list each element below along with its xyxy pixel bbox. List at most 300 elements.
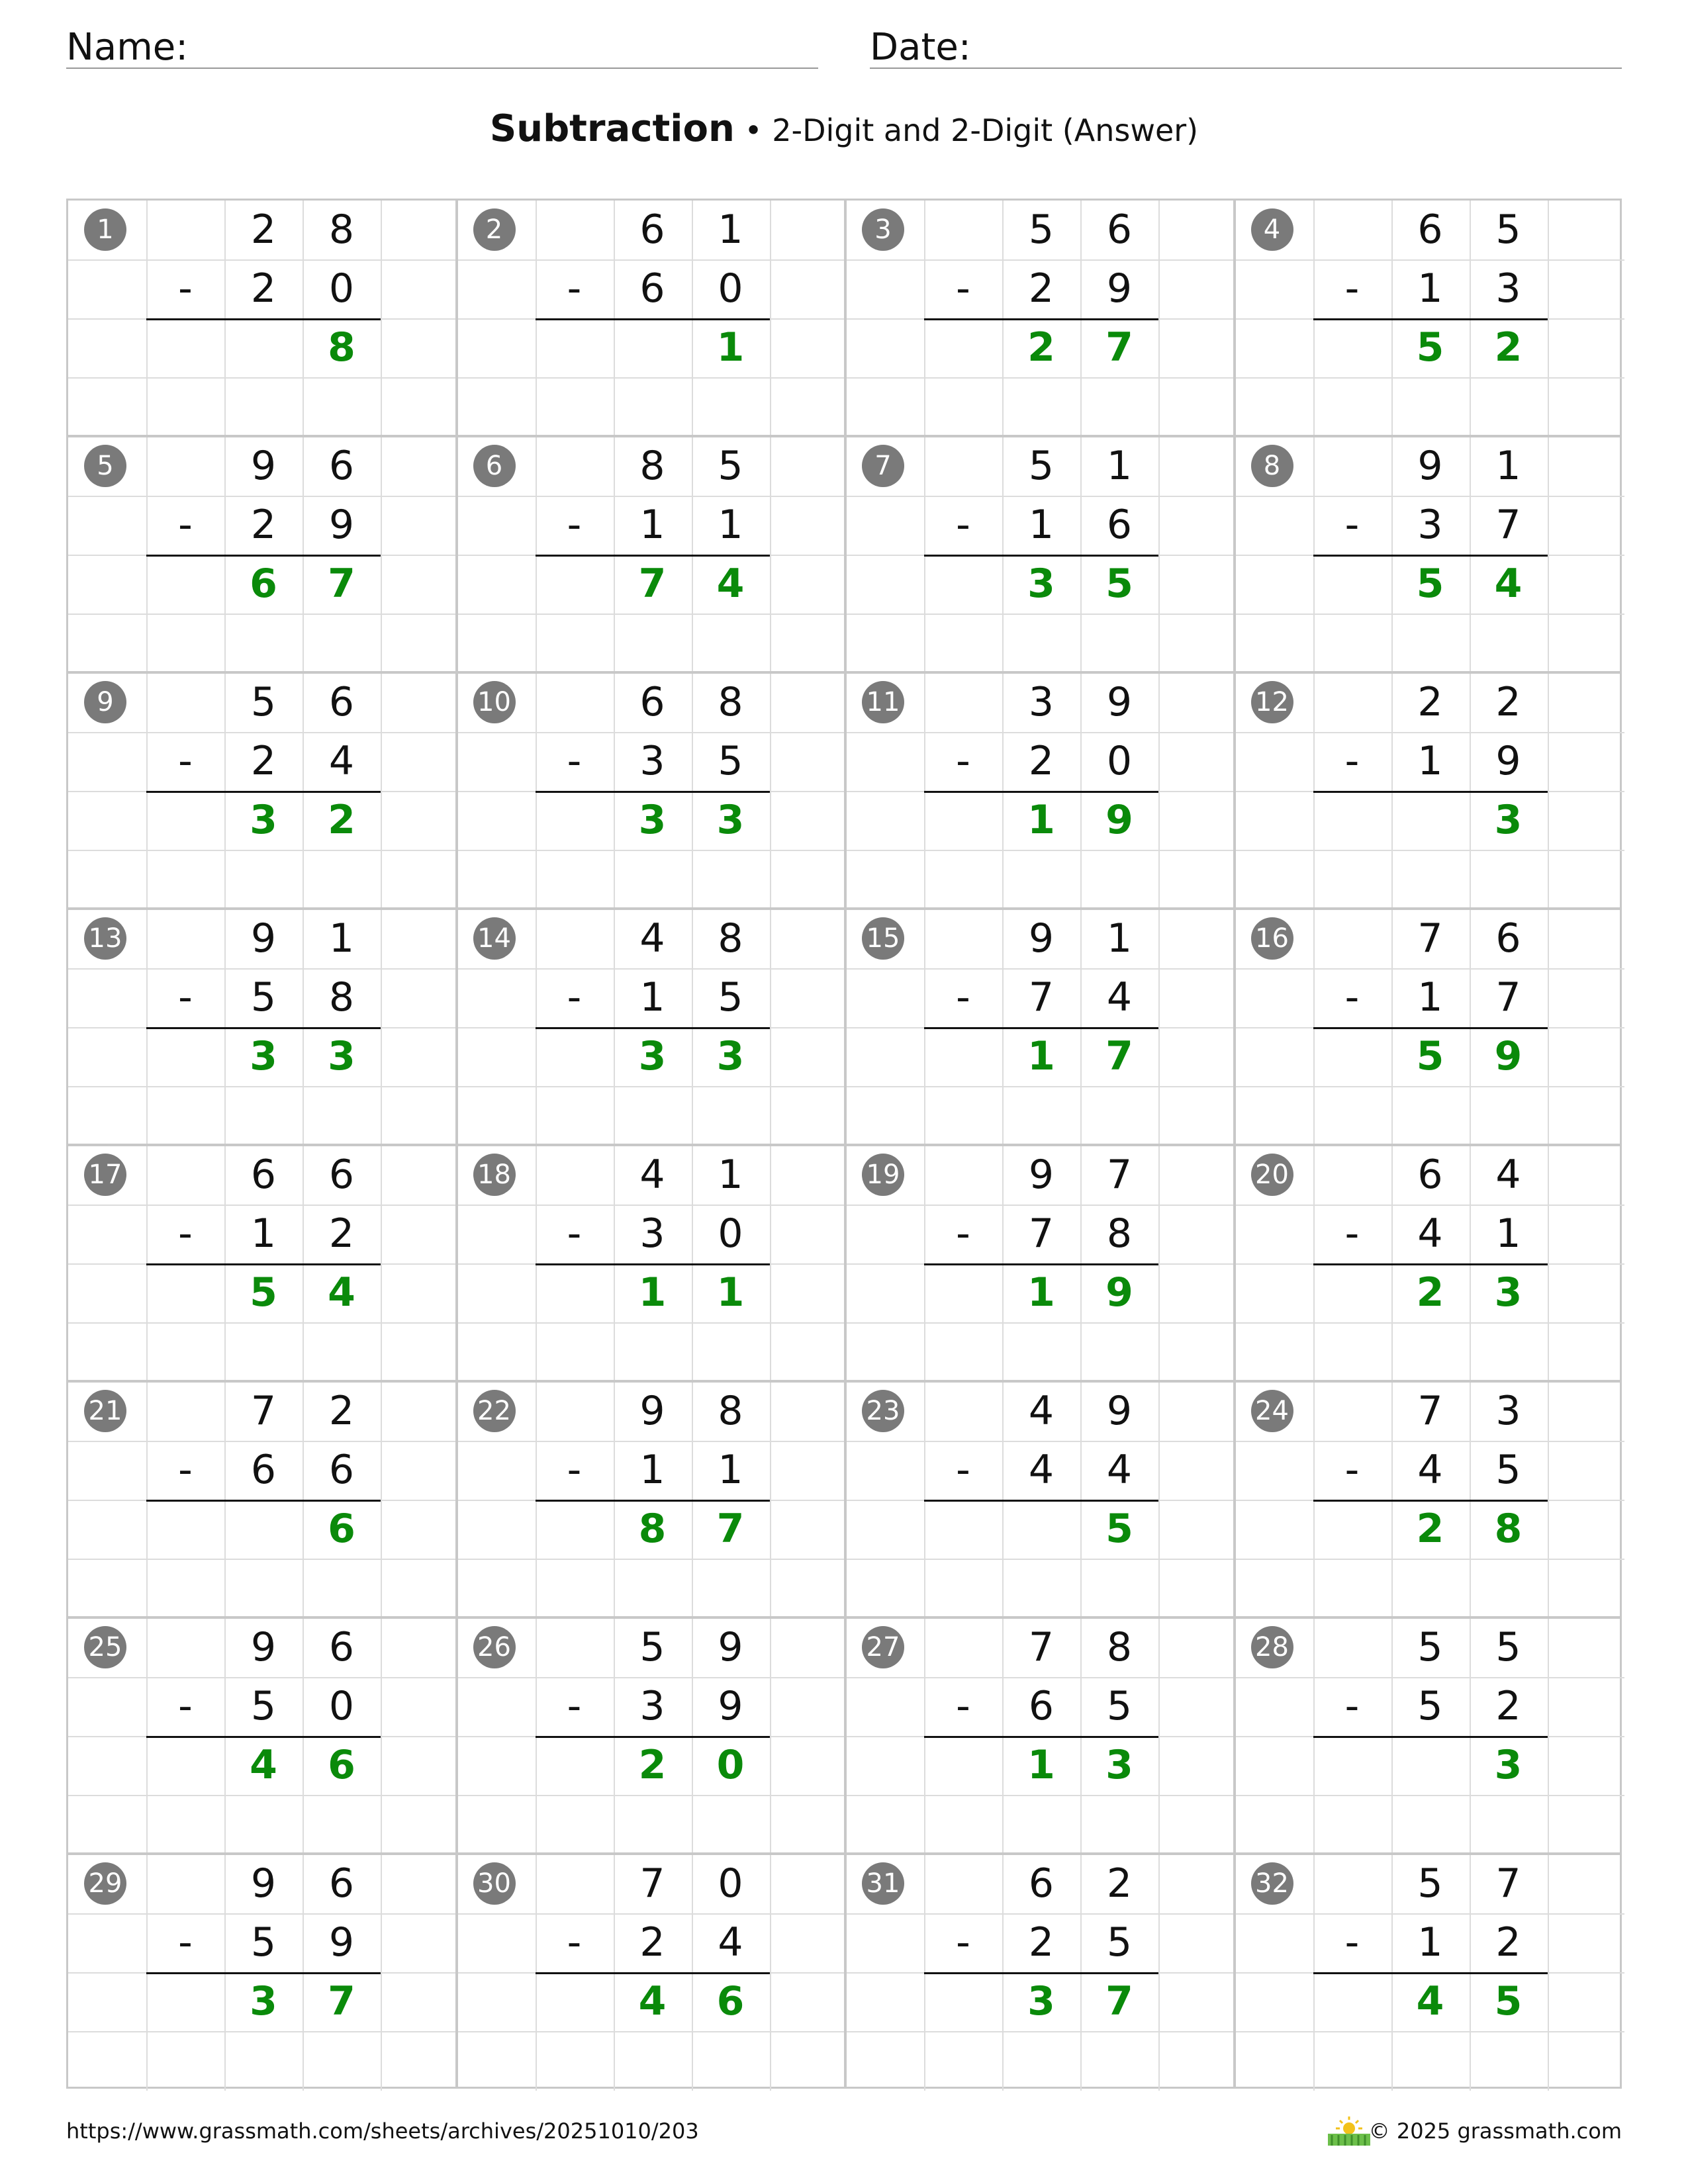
grid-line [770,673,771,909]
subtrahend-ones: 0 [328,1683,355,1729]
answer-ones[interactable]: 6 [328,1506,355,1552]
problem-21 [68,1382,457,1618]
minuend-ones: 3 [1495,1388,1521,1434]
problem-number-badge: 20 [1251,1154,1293,1196]
answer-tens[interactable] [1391,791,1470,850]
problem-number-badge: 22 [473,1390,516,1432]
minus-sign: - [1344,265,1360,312]
minus-sign: - [956,1210,970,1257]
minuend-ones: 6 [328,1152,355,1198]
problem-number-badge: 4 [1251,208,1293,251]
answer-ones[interactable]: 2 [1494,324,1523,371]
grid-line [1235,2031,1624,2032]
grid-line [68,1086,457,1087]
subtrahend-tens: 6 [1028,1683,1055,1729]
grid-line [1235,377,1624,379]
name-field[interactable] [66,24,818,69]
subtrahend-ones: 1 [1495,1210,1521,1257]
answer-tens[interactable]: 2 [638,1742,667,1788]
grid-line [1158,1382,1160,1618]
minus-sign: - [567,1919,582,1966]
minuend-tens: 6 [250,1152,277,1198]
problem-25 [68,1618,457,1854]
subtrahend-tens: 6 [639,265,665,312]
answer-tens[interactable]: 7 [638,561,667,607]
answer-tens[interactable] [1391,1736,1470,1795]
problem-number-badge: 3 [862,208,904,251]
answer-rule [924,1263,1158,1265]
answer-ones[interactable]: 9 [1494,1033,1523,1079]
problem-24 [1235,1382,1624,1618]
minus-sign: - [956,1919,970,1966]
grid-line [68,850,457,851]
problem-number-badge: 31 [862,1862,904,1905]
subtrahend-ones: 2 [1495,1683,1521,1729]
subtrahend-ones: 4 [1106,1447,1133,1493]
minuend-ones: 6 [1495,915,1521,962]
answer-ones[interactable]: 1 [716,1269,745,1316]
problem-13 [68,909,457,1146]
grid-line [381,201,382,437]
answer-tens[interactable]: 3 [1027,1978,1055,2025]
answer-tens[interactable]: 3 [250,1033,277,1079]
block-separator [455,199,458,2089]
problem-8 [1235,437,1624,673]
answer-ones[interactable]: 5 [1105,561,1133,607]
answer-tens[interactable]: 5 [250,1269,277,1316]
minus-sign: - [956,738,970,784]
answer-rule [146,318,381,320]
minuend-tens: 3 [1028,679,1055,725]
problem-number-badge: 11 [862,681,904,723]
problem-number-badge: 9 [84,681,126,723]
answer-ones[interactable]: 3 [1494,1269,1523,1316]
minuend-ones: 6 [328,443,355,489]
minus-sign: - [956,502,970,548]
answer-tens[interactable]: 4 [250,1742,277,1788]
answer-tens[interactable]: 3 [1027,561,1055,607]
subtrahend-ones: 3 [1495,265,1521,312]
answer-tens[interactable]: 2 [1416,1269,1444,1316]
minuend-tens: 9 [1417,443,1443,489]
answer-tens[interactable]: 1 [638,1269,667,1316]
grid-line [770,1146,771,1382]
problem-number-badge: 14 [473,917,516,960]
subtrahend-tens: 2 [639,1919,665,1966]
minus-sign: - [956,974,970,1021]
subtrahend-ones: 7 [1495,974,1521,1021]
problem-15 [846,909,1235,1146]
problem-27 [846,1618,1235,1854]
subtrahend-ones: 9 [1495,738,1521,784]
grid-line [1548,1382,1549,1618]
subtrahend-tens: 3 [639,738,665,784]
minuend-ones: 8 [718,679,743,725]
minuend-ones: 5 [718,443,743,489]
answer-rule [1313,1263,1548,1265]
minuend-ones: 9 [718,1624,743,1670]
grid-line [1548,1854,1549,2091]
answer-rule [146,1500,381,1502]
grid-line [1158,1854,1160,2091]
problem-9 [68,673,457,909]
grid-line [68,1559,457,1560]
answer-tens[interactable]: 1 [1027,1269,1055,1316]
minuend-tens: 4 [639,915,665,962]
subtrahend-tens: 6 [250,1447,277,1493]
answer-tens[interactable]: 3 [250,1978,277,2025]
minuend-ones: 5 [1495,1624,1521,1670]
subtrahend-tens: 3 [1417,502,1443,548]
answer-tens[interactable]: 3 [250,797,277,843]
minuend-tens: 6 [1417,206,1443,253]
subtrahend-tens: 7 [1028,974,1055,1021]
problem-6 [457,437,847,673]
subtrahend-ones: 9 [328,502,355,548]
minuend-ones: 6 [328,1860,355,1907]
problem-number-badge: 8 [1251,445,1293,487]
grid-line [846,377,1235,379]
problem-number-badge: 15 [862,917,904,960]
answer-ones[interactable]: 9 [1105,797,1133,843]
title-subtitle: • 2-Digit and 2-Digit (Answer) [734,113,1199,148]
answer-rule [146,791,381,793]
grid-line [1548,201,1549,437]
problem-number-badge: 1 [84,208,126,251]
grid-line [846,614,1235,615]
answer-ones[interactable]: 3 [1494,1742,1523,1788]
answer-rule [924,318,1158,320]
grid-line [1235,1086,1624,1087]
subtrahend-tens: 1 [1417,1919,1443,1966]
grid-line [1235,1795,1624,1796]
problem-2 [457,201,847,437]
answer-ones[interactable]: 9 [1105,1269,1133,1316]
minus-sign: - [1344,1683,1360,1729]
answer-tens[interactable]: 1 [1027,1033,1055,1079]
subtrahend-tens: 2 [250,738,277,784]
grid-line [381,1382,382,1618]
grid-line [1548,1618,1549,1854]
minus-sign: - [1344,1210,1360,1257]
answer-tens[interactable]: 3 [638,1033,667,1079]
grid-line [68,1322,457,1324]
answer-ones[interactable]: 3 [716,797,745,843]
grid-line [68,614,457,615]
minuend-ones: 1 [1106,915,1133,962]
problem-22 [457,1382,847,1618]
answer-tens[interactable]: 5 [1416,561,1444,607]
subtrahend-tens: 1 [1417,265,1443,312]
problem-number-badge: 25 [84,1626,126,1668]
problem-number-badge: 26 [473,1626,516,1668]
subtrahend-tens: 2 [250,265,277,312]
answer-tens[interactable]: 4 [638,1978,667,2025]
answer-ones[interactable]: 7 [716,1506,745,1552]
subtrahend-tens: 2 [1028,738,1055,784]
answer-ones[interactable]: 5 [1105,1506,1133,1552]
answer-tens[interactable]: 5 [1416,1033,1444,1079]
minus-sign: - [567,1210,582,1257]
minuend-tens: 5 [639,1624,665,1670]
answer-tens[interactable] [224,1500,303,1559]
answer-ones[interactable]: 0 [716,1742,745,1788]
minus-sign: - [178,738,193,784]
grid-line [770,1382,771,1618]
answer-ones[interactable]: 4 [328,1269,355,1316]
grid-line [846,1322,1235,1324]
footer-url: https://www.grassmath.com/sheets/archives/20251010/203 [66,2118,699,2144]
answer-ones[interactable]: 3 [716,1033,745,1079]
answer-tens[interactable] [1002,1500,1080,1559]
answer-ones[interactable]: 5 [1494,1978,1523,2025]
answer-tens[interactable]: 2 [1027,324,1055,371]
minus-sign: - [178,502,193,548]
grid-line [68,1795,457,1796]
minuend-tens: 9 [250,915,277,962]
minus-sign: - [1344,1919,1360,1966]
grid-line [770,201,771,437]
grid-line [1548,673,1549,909]
problem-7 [846,437,1235,673]
problem-32 [1235,1854,1624,2091]
answer-tens[interactable] [614,318,692,377]
answer-ones[interactable]: 3 [1494,797,1523,843]
grid-line [846,1086,1235,1087]
answer-ones[interactable]: 7 [1105,1033,1133,1079]
footer-copyright: © 2025 grassmath.com [1368,2118,1622,2144]
answer-ones[interactable]: 3 [328,1033,355,1079]
grid-line [1158,673,1160,909]
minuend-ones: 1 [328,915,355,962]
subtrahend-ones: 5 [1106,1919,1133,1966]
minuend-ones: 9 [1106,1388,1133,1434]
minus-sign: - [956,265,970,312]
name-label: Name: [66,26,189,69]
problem-number-badge: 7 [862,445,904,487]
minuend-tens: 6 [639,206,665,253]
subtrahend-ones: 2 [1495,1919,1521,1966]
minus-sign: - [1344,738,1360,784]
subtrahend-tens: 5 [250,1683,277,1729]
subtrahend-ones: 8 [328,974,355,1021]
minus-sign: - [567,265,582,312]
answer-ones[interactable]: 4 [1494,561,1523,607]
minuend-ones: 8 [1106,1624,1133,1670]
answer-ones[interactable]: 6 [328,1742,355,1788]
subtrahend-ones: 2 [328,1210,355,1257]
block-separator [844,199,847,2089]
grid-line [1235,850,1624,851]
problem-number-badge: 13 [84,917,126,960]
minuend-ones: 8 [328,206,355,253]
grid-line [846,850,1235,851]
minuend-tens: 9 [250,443,277,489]
problem-1 [68,201,457,437]
date-field[interactable] [870,24,1622,69]
problem-19 [846,1146,1235,1382]
subtrahend-tens: 4 [1028,1447,1055,1493]
subtrahend-ones: 4 [718,1919,743,1966]
minus-sign: - [567,502,582,548]
minuend-ones: 0 [718,1860,743,1907]
answer-tens[interactable]: 4 [1416,1978,1444,2025]
answer-tens[interactable]: 5 [1416,324,1444,371]
answer-tens[interactable]: 3 [638,797,667,843]
grid-line [770,1618,771,1854]
answer-ones[interactable]: 7 [1105,1978,1133,2025]
problem-12 [1235,673,1624,909]
answer-rule [536,555,770,557]
minus-sign: - [567,738,582,784]
answer-tens[interactable]: 1 [1027,1742,1055,1788]
minuend-tens: 7 [1028,1624,1055,1670]
subtrahend-tens: 1 [639,1447,665,1493]
answer-tens[interactable] [224,318,303,377]
minuend-ones: 6 [328,679,355,725]
minuend-ones: 2 [1495,679,1521,725]
answer-ones[interactable]: 1 [716,324,745,371]
answer-rule [1313,1972,1548,1974]
minuend-ones: 7 [1106,1152,1133,1198]
subtrahend-ones: 1 [718,502,743,548]
minuend-ones: 1 [718,1152,743,1198]
problem-14 [457,909,847,1146]
minuend-tens: 5 [1028,443,1055,489]
minus-sign: - [178,1447,193,1493]
minuend-tens: 9 [250,1624,277,1670]
problem-number-badge: 21 [84,1390,126,1432]
answer-ones[interactable]: 2 [328,797,355,843]
date-label: Date: [870,26,971,69]
answer-tens[interactable]: 8 [638,1506,667,1552]
subtrahend-ones: 0 [328,265,355,312]
subtrahend-tens: 1 [639,502,665,548]
grid-line [381,1854,382,2091]
minuend-tens: 5 [250,679,277,725]
minuend-tens: 8 [639,443,665,489]
minus-sign: - [1344,502,1360,548]
answer-rule [536,1263,770,1265]
answer-ones[interactable]: 3 [1105,1742,1133,1788]
problem-3 [846,201,1235,437]
answer-rule [924,555,1158,557]
subtrahend-ones: 0 [1106,738,1133,784]
problem-31 [846,1854,1235,2091]
answer-rule [924,1972,1158,1974]
problem-number-badge: 17 [84,1154,126,1196]
problem-number-badge: 27 [862,1626,904,1668]
problem-number-badge: 2 [473,208,516,251]
grid-line [1158,1618,1160,1854]
answer-rule [1313,318,1548,320]
problem-number-badge: 16 [1251,917,1293,960]
grid-line [1235,1559,1624,1560]
problem-29 [68,1854,457,2091]
subtrahend-ones: 9 [1106,265,1133,312]
problem-20 [1235,1146,1624,1382]
subtrahend-tens: 1 [639,974,665,1021]
answer-ones[interactable]: 7 [1105,324,1133,371]
grid-line [1158,437,1160,673]
answer-rule [536,1027,770,1029]
grid-line [770,1854,771,2091]
minuend-ones: 1 [1106,443,1133,489]
minuend-ones: 5 [1495,206,1521,253]
answer-rule [536,1500,770,1502]
problem-11 [846,673,1235,909]
minuend-ones: 8 [718,915,743,962]
answer-rule [146,1027,381,1029]
subtrahend-tens: 2 [1028,1919,1055,1966]
problem-number-badge: 30 [473,1862,516,1905]
minuend-tens: 4 [1028,1388,1055,1434]
answer-ones[interactable]: 6 [716,1978,745,2025]
subtrahend-tens: 1 [1417,974,1443,1021]
grid-line [457,2031,847,2032]
grid-line [1548,437,1549,673]
answer-ones[interactable]: 8 [1494,1506,1523,1552]
subtrahend-tens: 1 [1417,738,1443,784]
subtrahend-tens: 5 [250,974,277,1021]
subtrahend-tens: 3 [639,1210,665,1257]
answer-rule [536,791,770,793]
answer-ones[interactable]: 7 [328,561,355,607]
answer-rule [536,318,770,320]
subtrahend-ones: 5 [718,974,743,1021]
problem-number-badge: 23 [862,1390,904,1432]
subtrahend-ones: 5 [1106,1683,1133,1729]
answer-tens[interactable]: 6 [250,561,277,607]
minus-sign: - [178,1683,193,1729]
problem-number-badge: 19 [862,1154,904,1196]
minuend-tens: 6 [1028,1860,1055,1907]
answer-tens[interactable]: 1 [1027,797,1055,843]
minuend-tens: 2 [250,206,277,253]
problem-number-badge: 5 [84,445,126,487]
subtrahend-ones: 4 [328,738,355,784]
minus-sign: - [1344,1447,1360,1493]
grid-line [1235,614,1624,615]
minuend-ones: 6 [1106,206,1133,253]
answer-ones[interactable]: 7 [328,1978,355,2025]
subtrahend-ones: 8 [1106,1210,1133,1257]
problem-number-badge: 24 [1251,1390,1293,1432]
minuend-ones: 1 [718,206,743,253]
minus-sign: - [178,265,193,312]
grid-line [457,1795,847,1796]
answer-ones[interactable]: 8 [328,324,355,371]
minus-sign: - [1344,974,1360,1021]
answer-ones[interactable]: 4 [716,561,745,607]
subtrahend-ones: 5 [718,738,743,784]
problem-5 [68,437,457,673]
minuend-ones: 2 [328,1388,355,1434]
answer-rule [146,555,381,557]
grid-line [846,2031,1235,2032]
answer-rule [1313,1027,1548,1029]
grid-line [457,1559,847,1560]
grid-line [1548,1146,1549,1382]
problem-30 [457,1854,847,2091]
subtrahend-tens: 3 [639,1683,665,1729]
answer-tens[interactable]: 2 [1416,1506,1444,1552]
grid-line [381,909,382,1146]
minuend-tens: 7 [639,1860,665,1907]
problem-number-badge: 32 [1251,1862,1293,1905]
subtrahend-ones: 0 [718,1210,743,1257]
problem-17 [68,1146,457,1382]
